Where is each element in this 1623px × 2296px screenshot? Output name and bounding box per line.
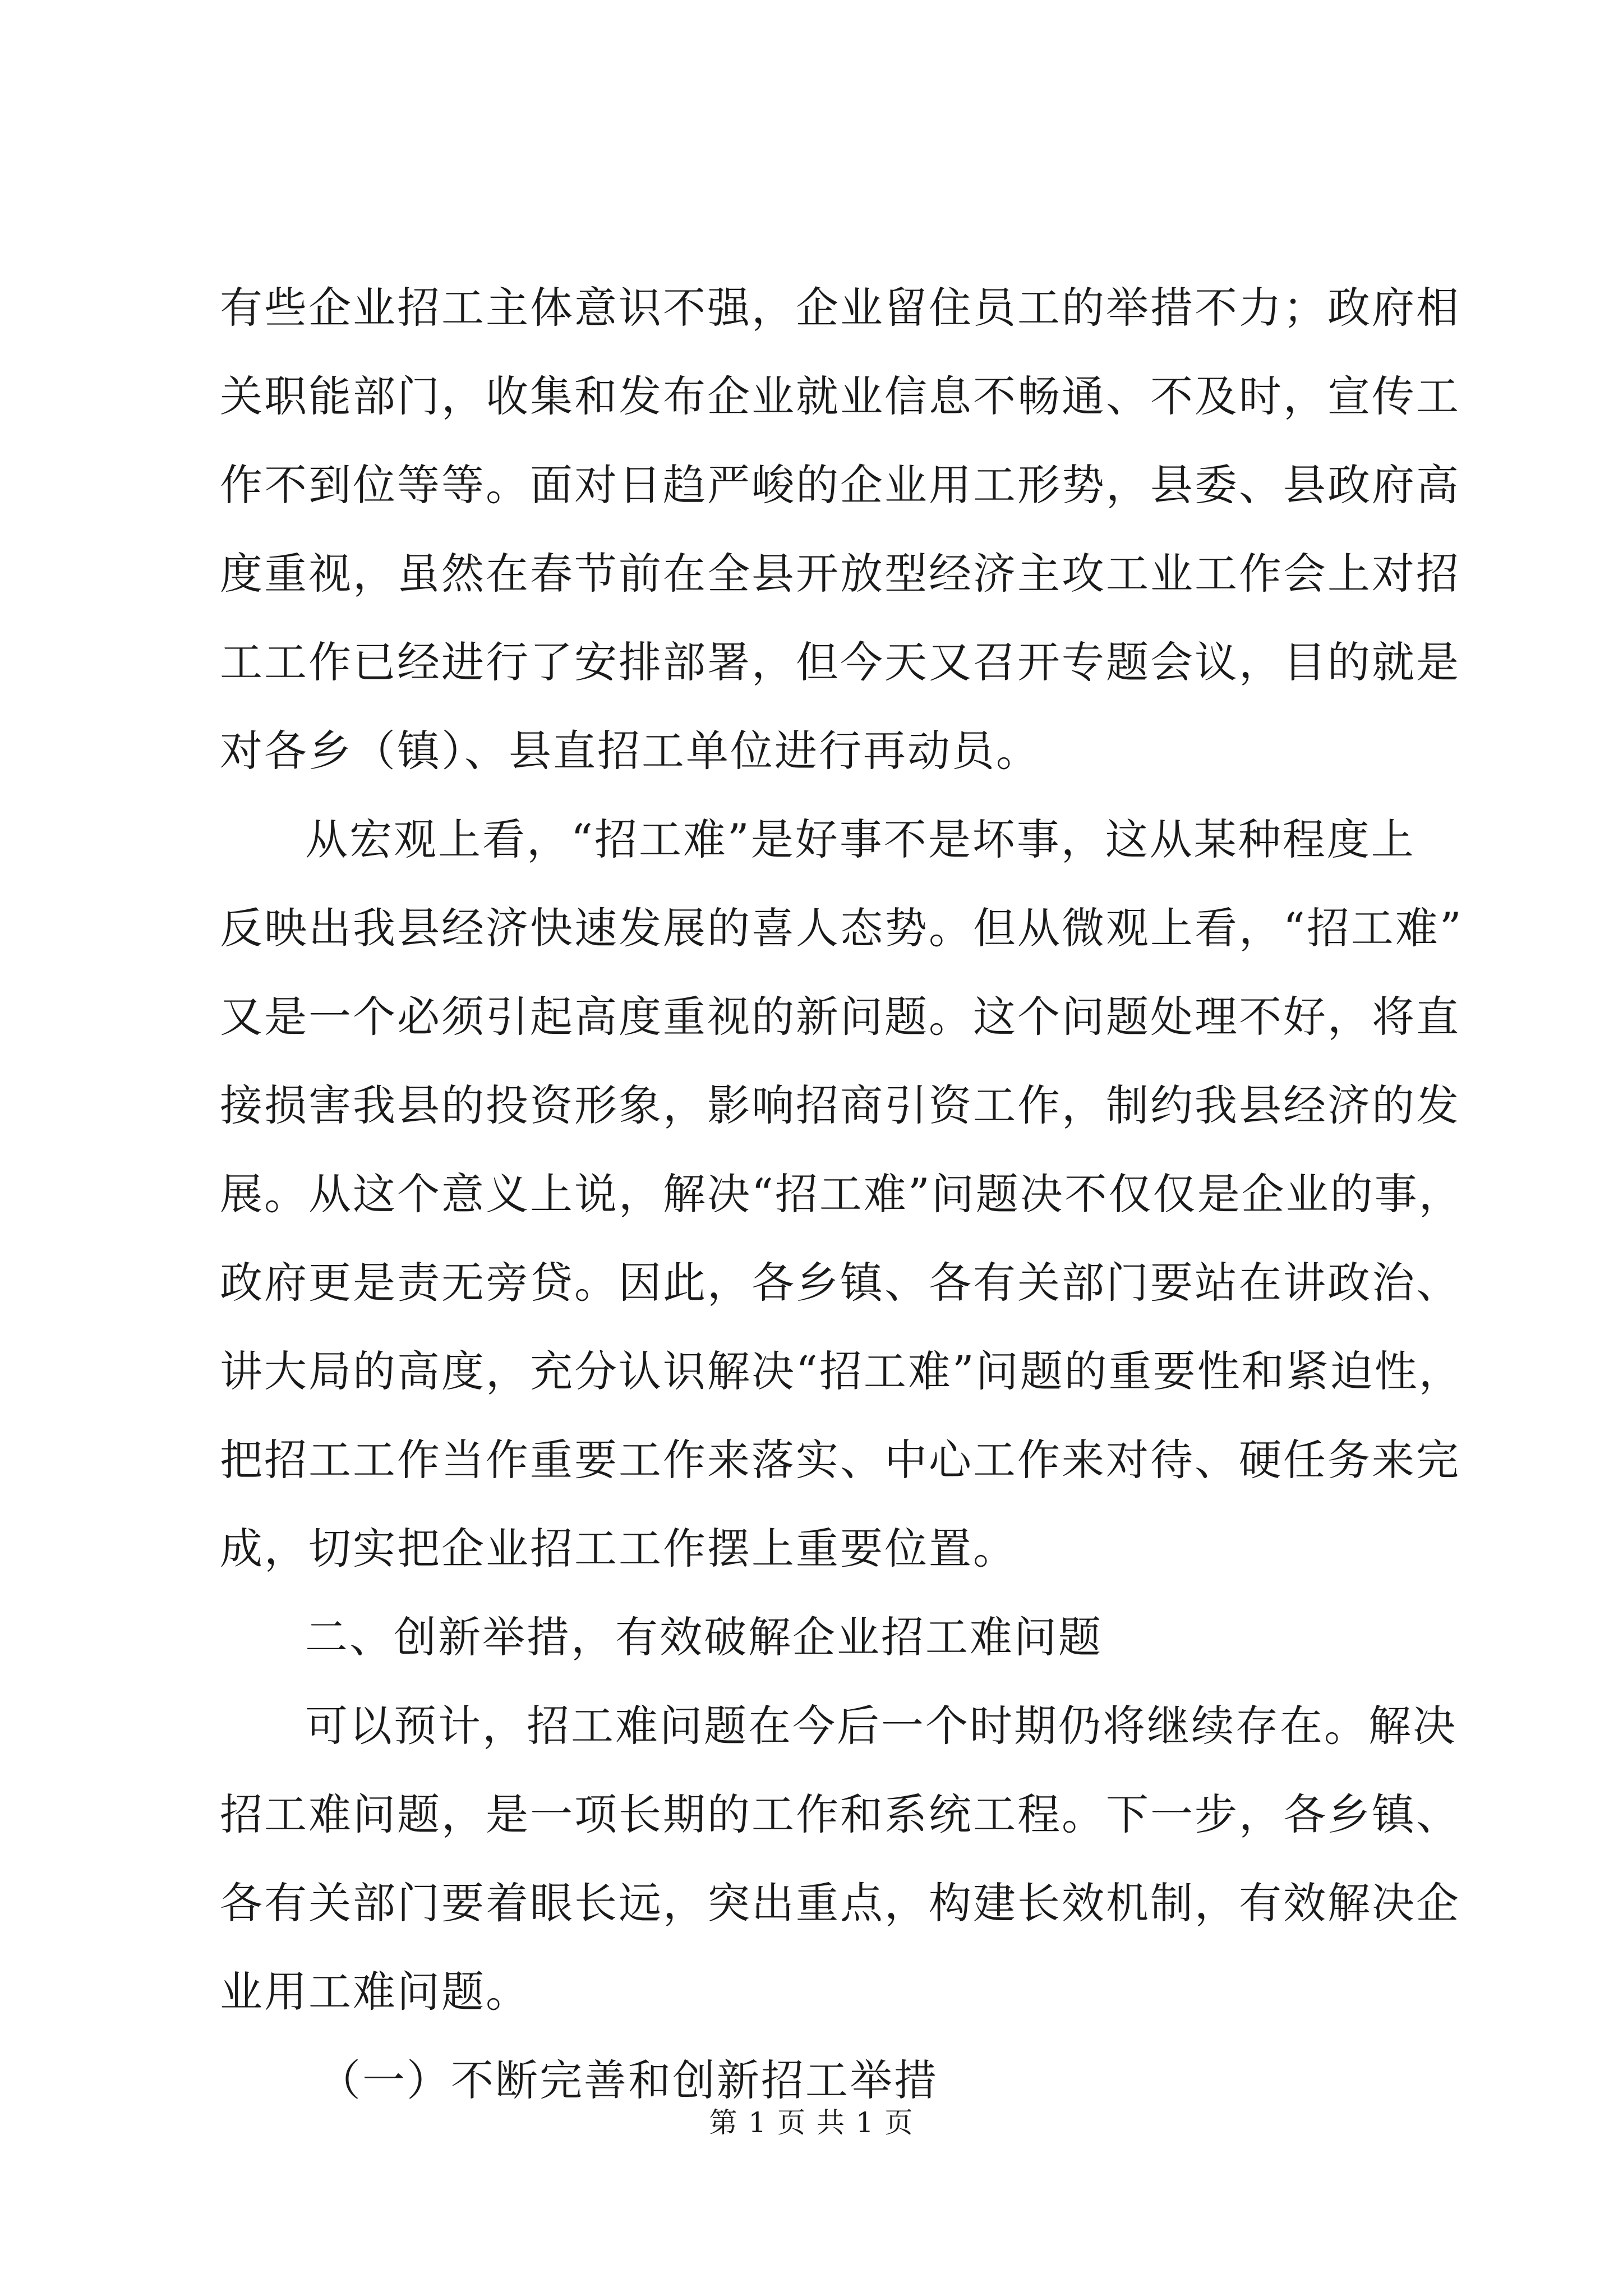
- text-line: 展。从这个意义上说，解决“招工难”问题决不仅仅是企业的事，: [220, 1169, 1463, 1219]
- paragraph-1: [220, 264, 1460, 795]
- text-line: 有些企业招工主体意识不强，企业留住员工的举措不力；政府相: [220, 283, 1460, 333]
- text-line: 作不到位等等。面对日趋严峻的企业用工形势，县委、县政府高: [220, 460, 1460, 510]
- text-line: 把招工工作当作重要工作来落实、中心工作来对待、硬任务来完: [220, 1435, 1460, 1485]
- text-line: 招工难问题，是一项长期的工作和系统工程。下一步，各乡镇、: [220, 1789, 1460, 1839]
- text-line: 关职能部门，收集和发布企业就业信息不畅通、不及时，宣传工: [220, 371, 1460, 421]
- text-line: 业用工难问题。: [220, 1967, 530, 2017]
- page-footer: 第 1 页 共 1 页: [709, 2106, 914, 2139]
- section-heading: 二、创新举措，有效破解企业招工难问题: [305, 1612, 1103, 1662]
- text-line: 接损害我县的投资形象，影响招商引资工作，制约我县经济的发: [220, 1080, 1460, 1130]
- text-line: 又是一个必须引起高度重视的新问题。这个问题处理不好，将直: [220, 992, 1460, 1042]
- text-line: 各有关部门要着眼长远，突出重点，构建长效机制，有效解决企: [220, 1878, 1460, 1928]
- text-line: 可以预计，招工难问题在今后一个时期仍将继续存在。解决: [305, 1701, 1457, 1751]
- text-line: 度重视，虽然在春节前在全县开放型经济主攻工业工作会上对招: [220, 549, 1460, 599]
- text-line: 从宏观上看，“招工难”是好事不是坏事，这从某种程度上: [305, 815, 1415, 864]
- paragraph-3: [220, 1682, 1460, 2036]
- paragraph-2: [220, 795, 1463, 1593]
- text-line: 工工作已经进行了安排部署，但今天又召开专题会议，目的就是: [220, 637, 1460, 687]
- text-line: 政府更是责无旁贷。因此，各乡镇、各有关部门要站在讲政治、: [220, 1258, 1460, 1308]
- subsection-heading: （一）不断完善和创新招工举措: [318, 2055, 938, 2105]
- text-line: 讲大局的高度，充分认识解决“招工难”问题的重要性和紧迫性，: [220, 1346, 1463, 1396]
- text-line: 对各乡（镇）、县直招工单位进行再动员。: [220, 726, 1040, 776]
- text-line: 反映出我县经济快速发展的喜人态势。但从微观上看，“招工难”: [220, 903, 1463, 953]
- text-line: 成，切实把企业招工工作摆上重要位置。: [220, 1524, 1017, 1573]
- document-body: [220, 264, 1463, 2125]
